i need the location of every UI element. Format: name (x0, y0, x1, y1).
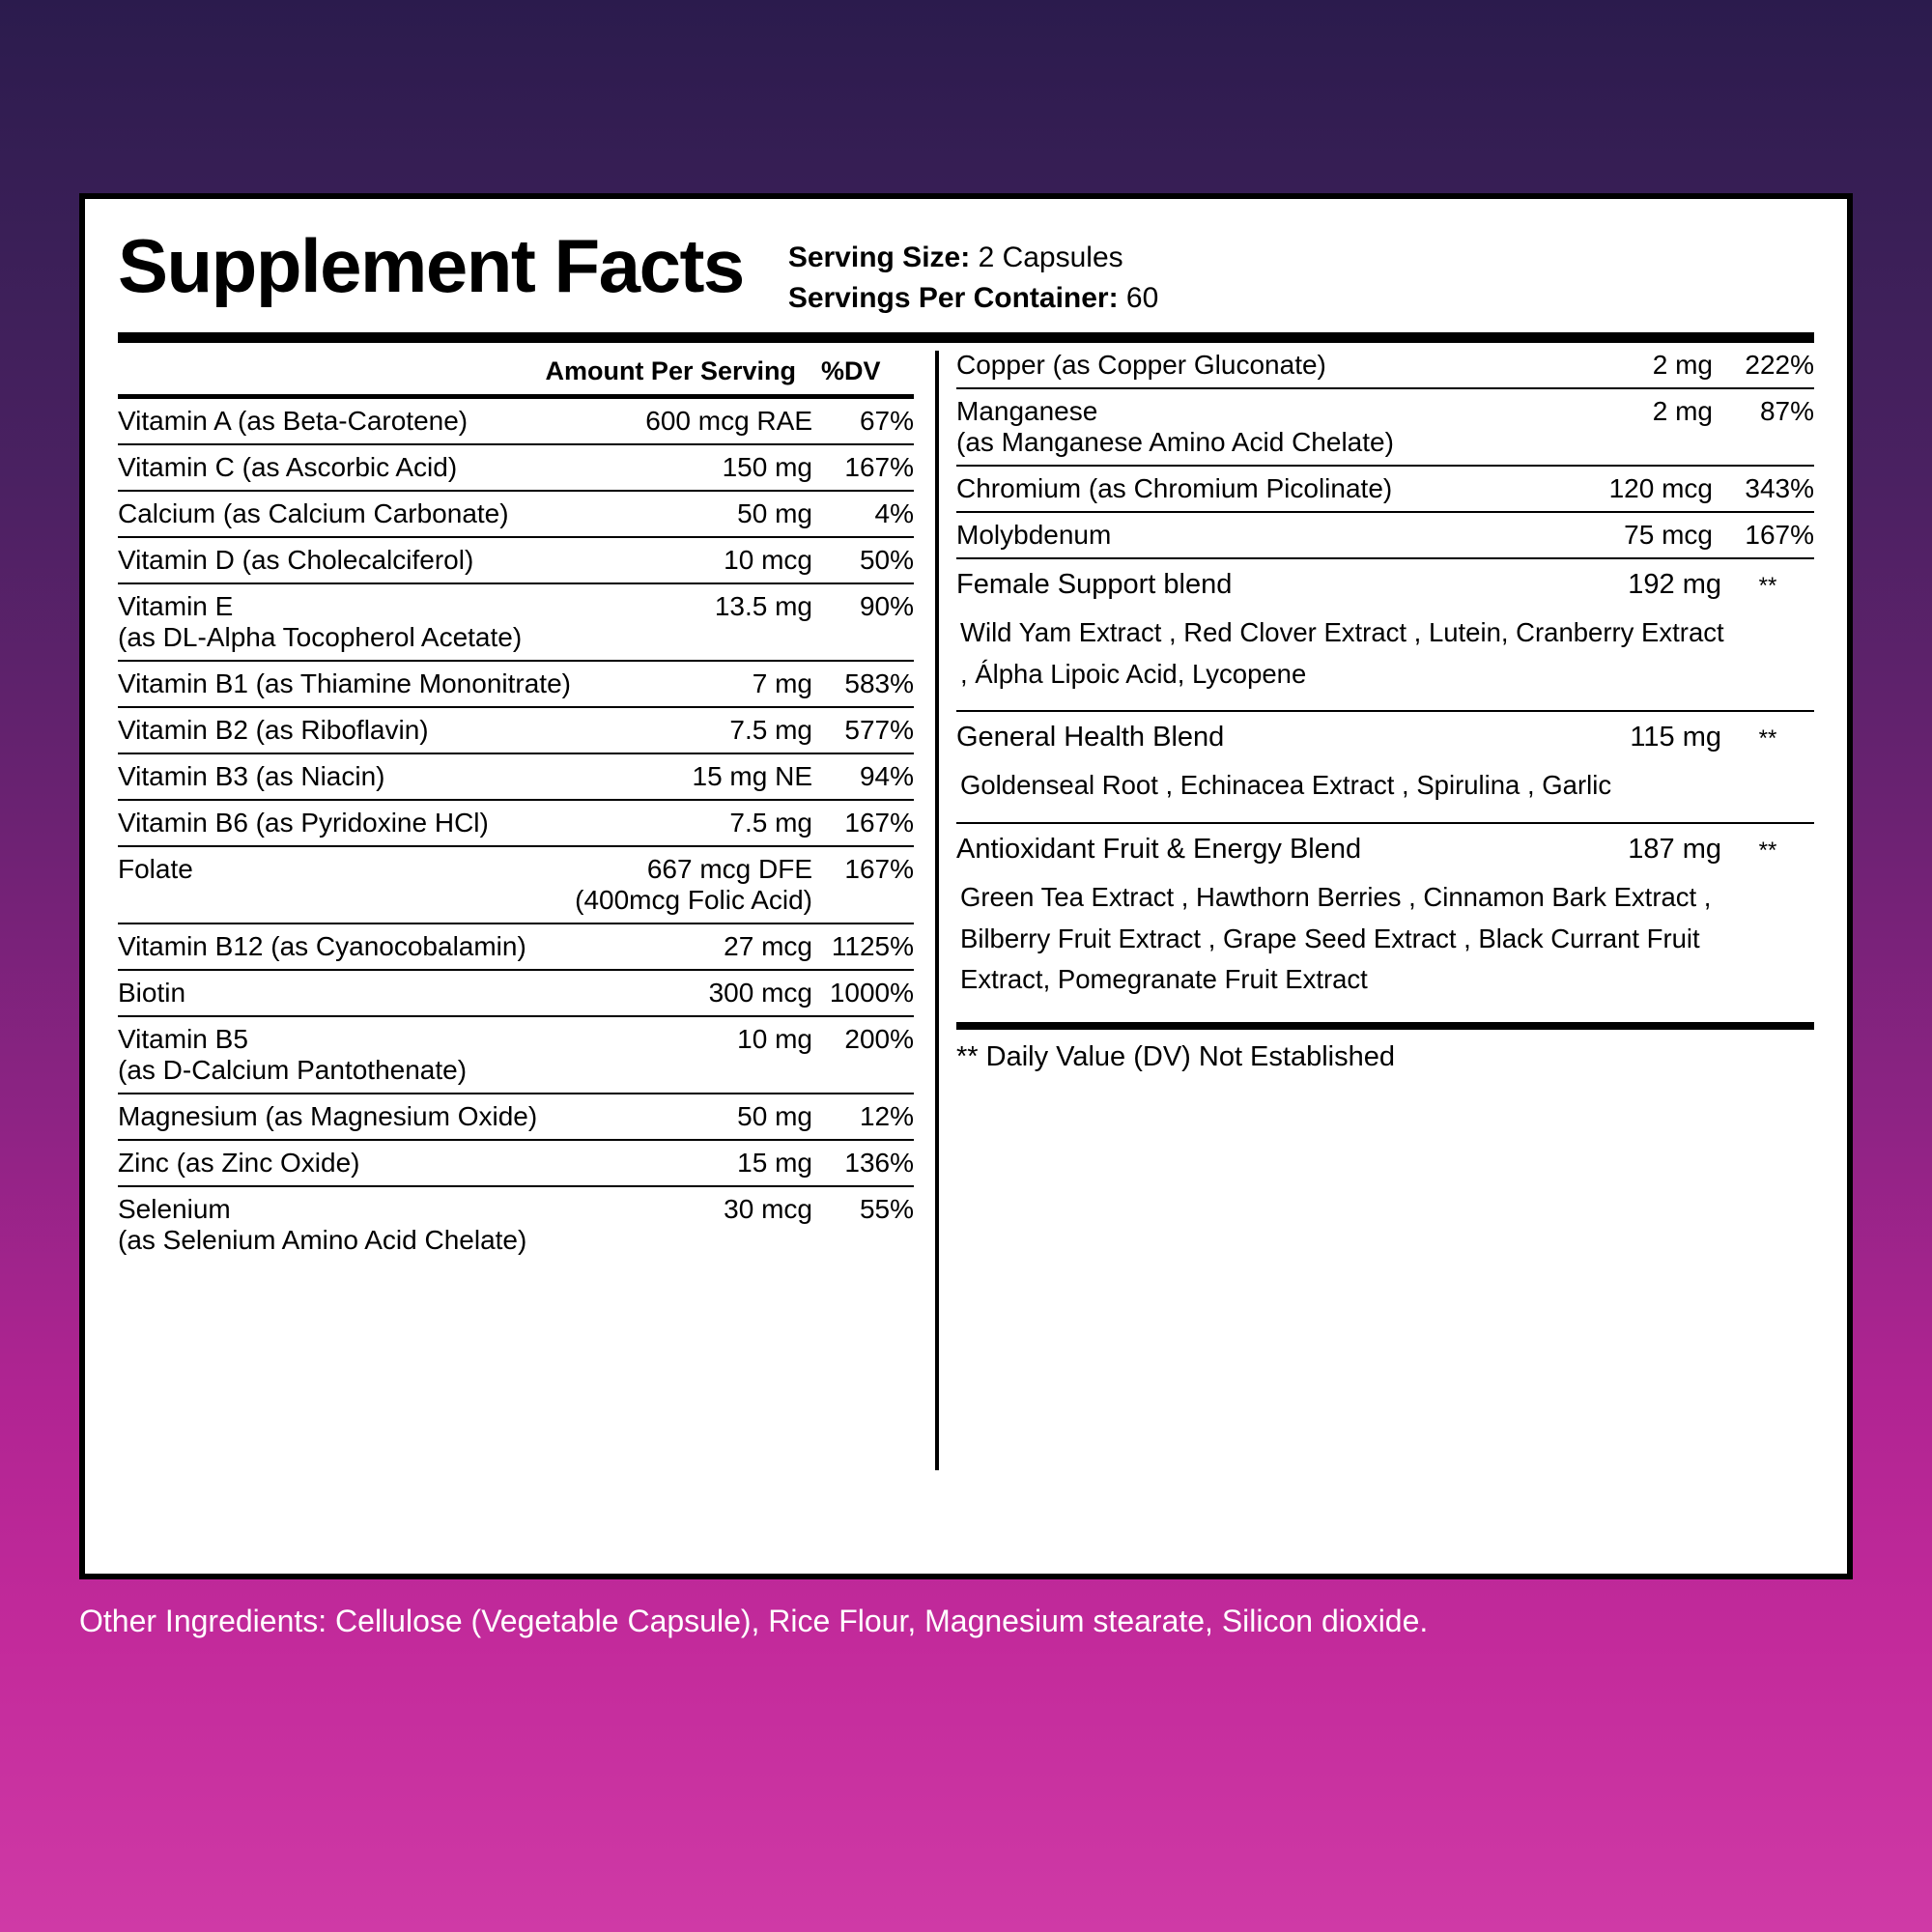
table-row (118, 753, 914, 800)
column-divider (935, 351, 939, 1470)
nutrient-amount: 2 mg (1524, 388, 1713, 466)
table-row (118, 846, 914, 923)
nutrient-name: Biotin (118, 970, 575, 1016)
dv-header: %DV (821, 356, 881, 385)
nutrient-amount: 600 mcg RAE (575, 399, 812, 444)
nutrient-amount: 50 mg (575, 491, 812, 537)
nutrient-name: Vitamin D (as Cholecalciferol) (118, 537, 575, 583)
table-row (118, 1094, 914, 1140)
nutrient-name-main: Selenium (118, 1194, 231, 1224)
blend-ingredients: Wild Yam Extract , Red Clover Extract , Lutein, Cranberry Extract , Álpha Lipoic Acid, Lycopene (960, 617, 1724, 689)
footer-rule (956, 1022, 1814, 1030)
nutrient-amount: 150 mg (575, 444, 812, 491)
nutrient-amount: 7 mg (575, 661, 812, 707)
nutrient-amount: 30 mcg (724, 1194, 812, 1224)
nutrient-name-main: Vitamin E (118, 591, 234, 621)
table-row (118, 491, 914, 537)
left-column (118, 343, 929, 1488)
table-row (118, 970, 914, 1016)
page-title: Supplement Facts (118, 223, 744, 308)
table-row (118, 707, 914, 753)
table-row (118, 399, 914, 444)
blend-amount: 192 mg (1628, 569, 1721, 600)
blend-header (956, 712, 1814, 757)
blend-dv-star: ** (1758, 725, 1777, 753)
nutrient-name: Folate (118, 846, 575, 923)
nutrient-amount: 7.5 mg (575, 707, 812, 753)
nutrient-name (118, 583, 575, 661)
nutrient-name: Vitamin C (as Ascorbic Acid) (118, 444, 575, 491)
nutrient-name: Magnesium (as Magnesium Oxide) (118, 1094, 575, 1140)
nutrient-amount: 10 mcg (575, 537, 812, 583)
nutrient-dv: 12% (812, 1094, 914, 1140)
servings-per-container-label: Servings Per Container: (787, 282, 1119, 314)
blend-name: Antioxidant Fruit & Energy Blend (956, 833, 1362, 865)
table-row (118, 923, 914, 970)
blend-dv-star: ** (1758, 573, 1777, 599)
blend-name: Female Support blend (956, 569, 1233, 600)
table-row (956, 343, 1814, 388)
nutrient-dv: 222% (1713, 343, 1814, 388)
nutrient-name: Vitamin B12 (as Cyanocobalamin) (118, 923, 575, 970)
table-row (956, 512, 1814, 557)
table-row (956, 388, 1814, 466)
serving-size-line (788, 238, 1158, 278)
table-row (956, 466, 1814, 512)
blend-dv-star: ** (1758, 837, 1777, 864)
nutrient-amount: 2 mg (1524, 343, 1713, 388)
nutrient-name (118, 1016, 575, 1094)
nutrition-columns (118, 343, 1814, 1488)
nutrient-name-sub: (as D-Calcium Pantothenate) (118, 1055, 468, 1085)
table-row (118, 800, 914, 846)
nutrient-name (118, 1186, 575, 1263)
table-row (118, 1140, 914, 1186)
serving-size-label: Serving Size: (787, 242, 971, 273)
nutrient-name: Vitamin B3 (as Niacin) (118, 753, 575, 800)
nutrient-dv: 67% (812, 399, 914, 444)
table-row (118, 1016, 914, 1094)
nutrient-amount: 10 mg (575, 1016, 812, 1094)
nutrient-name: Vitamin A (as Beta-Carotene) (118, 399, 575, 444)
nutrient-name: Calcium (as Calcium Carbonate) (118, 491, 575, 537)
nutrient-dv: 94% (812, 753, 914, 800)
panel-header (118, 224, 1814, 319)
nutrient-amount: 13.5 mg (575, 583, 812, 661)
nutrient-name (956, 388, 1524, 466)
nutrient-amount-sub: (400mcg Folic Acid) (575, 885, 812, 915)
blend-amount: 187 mg (1628, 833, 1721, 865)
nutrient-dv: 167% (812, 444, 914, 491)
other-ingredients: Other Ingredients: Cellulose (Vegetable Capsule), Rice Flour, Magnesium stearate, Silicon dioxide. (79, 1604, 1429, 1638)
nutrient-name: Chromium (as Chromium Picolinate) (956, 466, 1524, 512)
nutrient-name-sub: (as Manganese Amino Acid Chelate) (956, 427, 1394, 457)
nutrient-dv: 577% (812, 707, 914, 753)
nutrient-dv: 90% (812, 583, 914, 661)
right-column (956, 343, 1814, 1488)
nutrient-dv: 55% (859, 1194, 914, 1224)
nutrient-name: Copper (as Copper Gluconate) (956, 343, 1524, 388)
nutrient-amount: 15 mg (575, 1140, 812, 1186)
nutrient-dv: 583% (812, 661, 914, 707)
nutrient-name: Vitamin B6 (as Pyridoxine HCl) (118, 800, 575, 846)
nutrient-amount: 120 mcg (1524, 466, 1713, 512)
nutrient-dv: 136% (812, 1140, 914, 1186)
nutrient-amount: 7.5 mg (575, 800, 812, 846)
blend-name: General Health Blend (956, 722, 1225, 753)
nutrient-dv: 167% (1745, 520, 1814, 550)
nutrient-amount: 75 mcg (1624, 520, 1713, 550)
supplement-facts-panel (79, 193, 1853, 1579)
column-headers (118, 343, 914, 394)
nutrient-dv: 1125% (812, 923, 914, 970)
nutrient-amount: 15 mg NE (575, 753, 812, 800)
nutrient-dv: 87% (1713, 388, 1814, 466)
header-rule (118, 332, 1814, 343)
serving-info (788, 238, 1158, 319)
nutrient-name: Vitamin B2 (as Riboflavin) (118, 707, 575, 753)
nutrient-amount-main: 667 mcg DFE (646, 854, 812, 884)
nutrient-dv: 343% (1713, 466, 1814, 512)
nutrient-name: Molybdenum (956, 520, 1112, 550)
nutrient-amount: 300 mcg (575, 970, 812, 1016)
table-row (118, 661, 914, 707)
blend-ingredients: Green Tea Extract , Hawthorn Berries , Cinnamon Bark Extract , Bilberry Fruit Extract , Grape Seed Extract , Black Currant Fruit Extract, Pomegranate Fruit Extract (960, 881, 1712, 995)
servings-per-container-line (788, 278, 1158, 319)
nutrient-name-main: Manganese (956, 396, 1098, 426)
nutrient-name: Vitamin B1 (as Thiamine Mononitrate) (118, 661, 575, 707)
servings-per-container-value: 60 (1125, 282, 1159, 314)
left-nutrient-table (118, 399, 914, 1263)
right-nutrient-table (956, 343, 1814, 557)
table-row (118, 444, 914, 491)
table-row (118, 583, 914, 661)
nutrient-name-main: Vitamin B5 (118, 1024, 248, 1054)
nutrient-amount (575, 846, 812, 923)
blend-header (956, 824, 1814, 869)
daily-value-note: ** Daily Value (DV) Not Established (956, 1040, 1395, 1072)
nutrient-dv: 1000% (812, 970, 914, 1016)
nutrient-dv: 200% (812, 1016, 914, 1094)
nutrient-name-sub: (as Selenium Amino Acid Chelate) (118, 1225, 527, 1255)
amount-per-serving-header: Amount Per Serving (545, 356, 796, 385)
nutrient-amount: 27 mcg (575, 923, 812, 970)
nutrient-dv: 167% (812, 846, 914, 923)
nutrient-dv: 50% (812, 537, 914, 583)
blend-amount: 115 mg (1630, 722, 1721, 753)
blend-ingredients: Goldenseal Root , Echinacea Extract , Spirulina , Garlic (960, 770, 1612, 801)
nutrient-dv: 167% (812, 800, 914, 846)
nutrient-name-sub: (as DL-Alpha Tocopherol Acetate) (118, 622, 523, 652)
nutrient-amount: 50 mg (575, 1094, 812, 1140)
serving-size-value: 2 Capsules (978, 242, 1123, 273)
table-row (118, 537, 914, 583)
nutrient-dv: 4% (812, 491, 914, 537)
table-row (118, 1186, 914, 1263)
blend-header (956, 559, 1814, 605)
nutrient-name: Zinc (as Zinc Oxide) (118, 1140, 575, 1186)
